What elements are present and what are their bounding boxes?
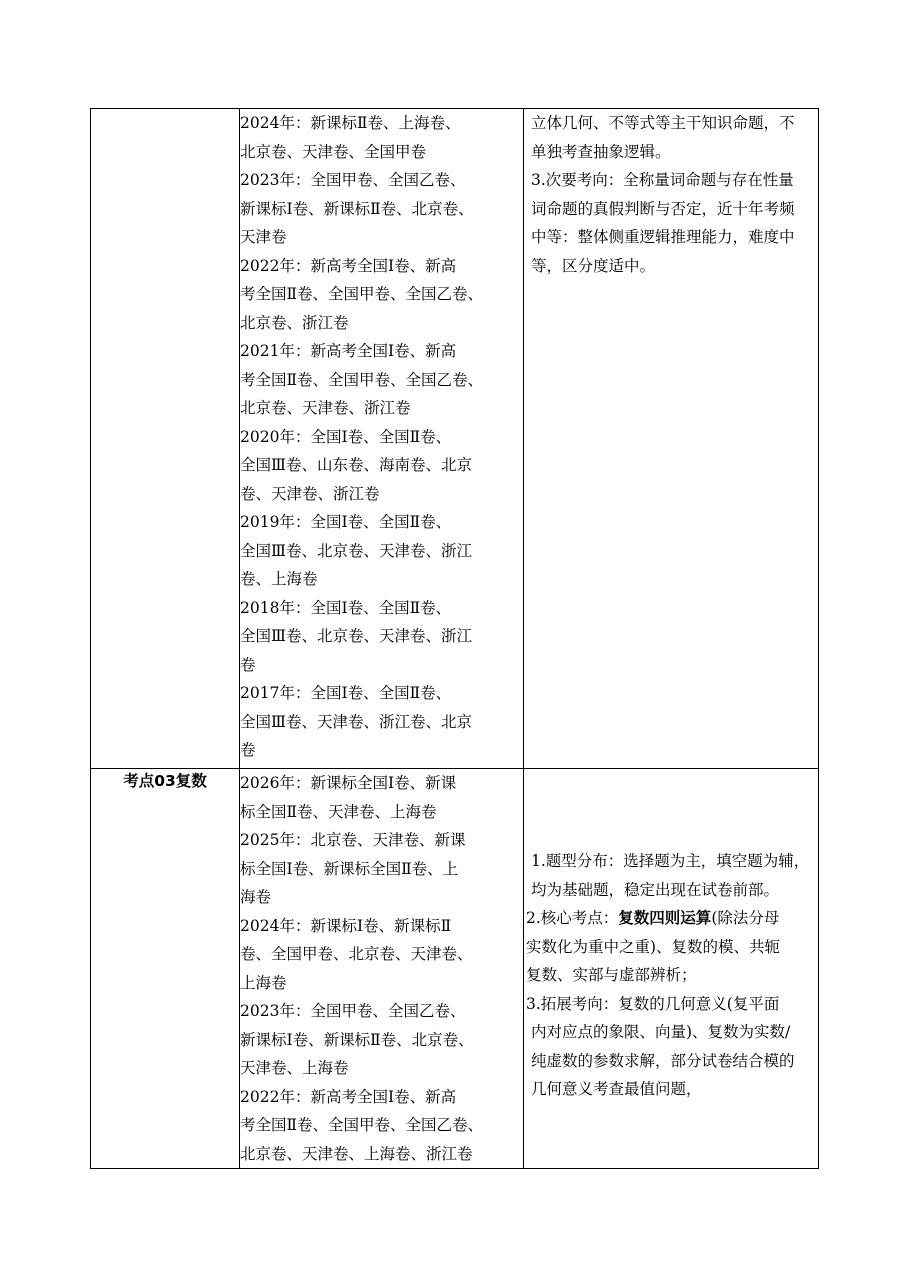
year-line: 2026年：新课标全国Ⅰ卷、新课 [240,774,457,792]
year-line: 2023年：全国甲卷、全国乙卷、 [240,171,466,189]
year-line: 2024年：新课标Ⅱ卷、上海卷、 [240,114,461,132]
year-line: 全国Ⅲ卷、北京卷、天津卷、浙江 [240,627,472,645]
year-line: 天津卷 [240,228,287,246]
analysis-line: 3.拓展考向：复数的几何意义(复平面 [526,994,780,1013]
year-line: 北京卷、天津卷、浙江卷 [240,399,411,417]
years-cell [240,769,524,1169]
analysis-line: 中等：整体侧重逻辑推理能力，难度中 [531,228,795,246]
year-line: 2019年：全国Ⅰ卷、全国Ⅱ卷、 [240,513,452,531]
year-line: 2018年：全国Ⅰ卷、全国Ⅱ卷、 [240,598,452,617]
year-line: 2022年：新高考全国Ⅰ卷、新高 [240,1087,457,1106]
year-line: 新课标Ⅰ卷、新课标Ⅱ卷、北京卷、 [240,1030,474,1049]
year-line: 考全国Ⅱ卷、全国甲卷、全国乙卷、 [240,285,484,303]
year-line: 2020年：全国Ⅰ卷、全国Ⅱ卷、 [240,427,452,446]
year-line: 标全国Ⅱ卷、天津卷、上海卷 [240,802,437,821]
year-line: 2025年：北京卷、天津卷、新课 [240,831,466,849]
year-line: 卷、天津卷、浙江卷 [240,484,380,503]
year-line: 北京卷、浙江卷 [240,313,349,332]
year-line: 新课标Ⅰ卷、新课标Ⅱ卷、北京卷、 [240,199,474,218]
topic-label: 考点03复数 [123,772,207,790]
year-line: 全国Ⅲ卷、山东卷、海南卷、北京 [240,456,472,474]
year-line: 2024年：新课标Ⅰ卷、新课标Ⅱ [240,916,452,935]
analysis-line: 立体几何、不等式等主干知识命题，不 [531,114,795,132]
year-line: 标全国Ⅰ卷、新课标全国Ⅱ卷、上 [240,859,459,878]
table-row [91,109,819,769]
topic-cell [91,769,240,1169]
year-line: 天津卷、上海卷 [240,1059,349,1077]
analysis-line: 等，区分度适中。 [531,256,656,275]
analysis-cell [524,769,819,1169]
year-line: 2022年：新高考全国Ⅰ卷、新高 [240,256,457,275]
year-line: 上海卷 [240,973,287,992]
year-line: 海卷 [240,888,272,906]
analysis-text: (除法分母 [711,909,780,927]
year-line: 考全国Ⅱ卷、全国甲卷、全国乙卷、 [240,1116,484,1134]
analysis-line: 内对应点的象限、向量)、复数为实数/ [531,1023,791,1041]
analysis-line: 实数化为重中之重)、复数的模、共轭 [526,937,781,956]
topic-cell [91,109,240,769]
analysis-line: 1.题型分布：选择题为主，填空题为辅， [531,852,810,870]
year-line: 卷、上海卷 [240,570,318,588]
year-line: 卷 [240,741,256,759]
year-line: 全国Ⅲ卷、北京卷、天津卷、浙江 [240,541,472,560]
analysis-line: 均为基础题，稳定出现在试卷前部。 [531,880,780,899]
analysis-line: 词命题的真假判断与否定，近十年考频 [531,199,795,218]
year-line: 卷 [240,655,256,674]
analysis-cell [524,109,819,769]
table-row [91,769,819,1169]
analysis-line [524,904,818,933]
year-line: 卷、全国甲卷、北京卷、天津卷、 [240,945,473,963]
year-line: 北京卷、天津卷、上海卷、浙江卷 [240,1144,473,1163]
year-line: 考全国Ⅱ卷、全国甲卷、全国乙卷、 [240,370,484,389]
analysis-line: 3.次要考向：全称量词命题与存在性量 [531,171,794,189]
year-line: 2021年：新高考全国Ⅰ卷、新高 [240,342,457,360]
analysis-line: 纯虚数的参数求解，部分试卷结合模的 [531,1051,795,1070]
years-cell [240,109,524,769]
analysis-line: 几何意义考查最值问题， [531,1080,702,1098]
emphasis-text: 复数四则运算 [618,909,712,927]
year-line: 2023年：全国甲卷、全国乙卷、 [240,1002,466,1020]
year-line: 2017年：全国Ⅰ卷、全国Ⅱ卷、 [240,684,452,702]
analysis-line: 复数、实部与虚部辨析； [526,966,697,984]
exam-topic-table [90,108,819,1169]
year-line: 全国Ⅲ卷、天津卷、浙江卷、北京 [240,712,472,731]
analysis-text: 2.核心考点： [526,909,619,927]
year-line: 北京卷、天津卷、全国甲卷 [240,142,427,161]
analysis-line: 单独考查抽象逻辑。 [531,142,671,161]
